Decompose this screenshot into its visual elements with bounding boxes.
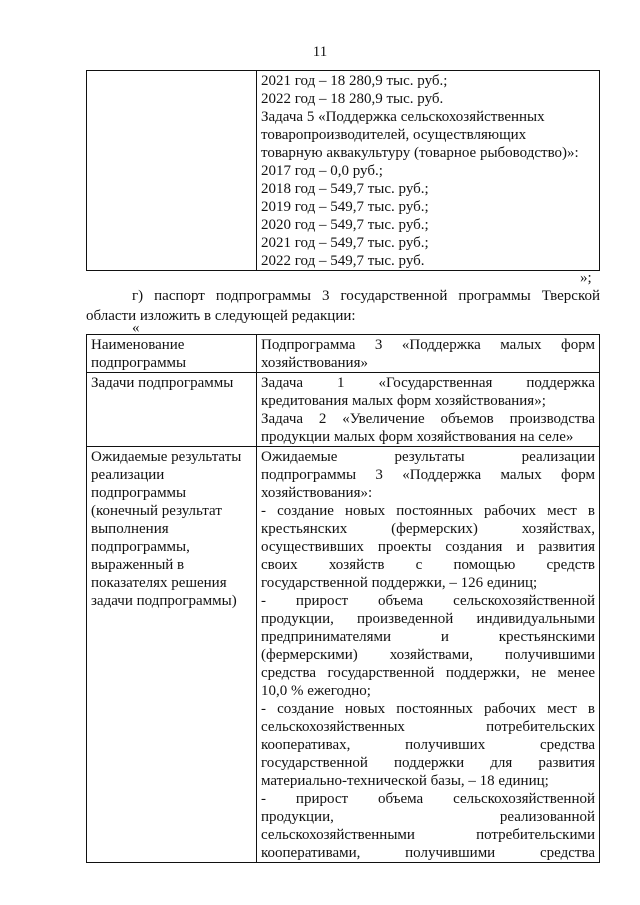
field-value-line: продукции, реализованной [261, 809, 595, 825]
field-value-line: хозяйствования» [261, 355, 368, 371]
field-value-line: хозяйствования»: [261, 485, 373, 501]
field-value-line: крестьянских (фермерских) хозяйствах, [261, 521, 595, 537]
field-value-line: своих хозяйств с помощью средств [261, 557, 595, 573]
table-row [87, 71, 600, 271]
field-name-line: реализации [91, 467, 165, 483]
field-value-line: Ожидаемые результаты реализации [261, 449, 595, 465]
field-name-cell [87, 335, 257, 373]
field-value-cell [257, 373, 600, 447]
funding-line: 2017 год – 0,0 руб.; [261, 163, 383, 179]
table-row [87, 373, 600, 447]
field-value-line: осуществивших проекты создания и развития [261, 539, 595, 555]
funding-line: 2018 год – 549,7 тыс. руб.; [261, 181, 429, 197]
amendment-paragraph [86, 286, 600, 326]
field-name-line: выполнения [91, 521, 169, 537]
field-name-line: Наименование [91, 337, 185, 353]
field-value-line: государственной поддержки, – 126 единиц; [261, 575, 538, 591]
field-name-line: подпрограммы [91, 355, 187, 371]
table-cell-empty [87, 71, 257, 271]
field-name-cell [87, 373, 257, 447]
field-value-line: подпрограммы 3 «Поддержка малых форм [261, 467, 595, 483]
funding-line: 2021 год – 18 280,9 тыс. руб.; [261, 73, 448, 89]
field-value-line: кооперативами, получившими средства [261, 845, 595, 861]
funding-line: товаропроизводителей, осуществляющих [261, 127, 527, 143]
opening-quote-mark: « [132, 320, 140, 336]
field-value-line: предпринимателями и крестьянскими [261, 629, 595, 645]
field-value-line: Задача 1 «Государственная поддержка [261, 375, 595, 391]
field-value-line: - создание новых постоянных рабочих мест в [261, 503, 595, 519]
field-value-line: - прирост объема сельскохозяйственной [261, 791, 595, 807]
field-value-line: (фермерскими) хозяйствами, получившими [261, 647, 595, 663]
funding-line: 2020 год – 549,7 тыс. руб.; [261, 217, 429, 233]
field-value-line: сельскохозяйственными потребительскими [261, 827, 595, 843]
funding-line: Задача 5 «Поддержка сельскохозяйственных [261, 109, 545, 125]
field-value-cell [257, 335, 600, 373]
field-name-line: (конечный результат [91, 503, 222, 519]
field-value-line: продукции малых форм хозяйствования на селе» [261, 429, 574, 445]
table-row [87, 335, 600, 373]
field-value-line: Задача 2 «Увеличение объемов производства [261, 411, 595, 427]
funding-lines [261, 72, 595, 270]
field-value-line: продукции, произведенной индивидуальными [261, 611, 595, 627]
field-value-line: - создание новых постоянных рабочих мест в [261, 701, 595, 717]
funding-line: 2019 год – 549,7 тыс. руб.; [261, 199, 429, 215]
funding-line: товарную аквакультуру (товарное рыбоводство)»: [261, 145, 579, 161]
field-name-line: задачи подпрограммы) [91, 593, 237, 609]
field-value-line: - прирост объема сельскохозяйственной [261, 593, 595, 609]
paragraph-line: г) паспорт подпрограммы 3 государственной программы Тверской [132, 288, 600, 304]
funding-line: 2021 год – 549,7 тыс. руб.; [261, 235, 429, 251]
table-row [87, 447, 600, 863]
field-value-line: государственной поддержки для развития [261, 755, 595, 771]
field-value-line: материально-технической базы, – 18 единиц; [261, 773, 549, 789]
field-name-line: подпрограммы [91, 485, 187, 501]
field-value-line: кредитования малых форм хозяйствования»; [261, 393, 546, 409]
budget-table-continuation [86, 70, 600, 271]
closing-quote-mark: »; [580, 270, 592, 286]
field-value-line: сельскохозяйственных потребительских [261, 719, 595, 735]
funding-line: 2022 год – 549,7 тыс. руб. [261, 253, 425, 269]
field-name-line: Задачи подпрограммы [91, 375, 234, 391]
field-name-cell [87, 447, 257, 863]
field-value-line: 10,0 % ежегодно; [261, 683, 371, 699]
field-name-line: выраженный в [91, 557, 185, 573]
field-value-line: кооперативах, получивших средства [261, 737, 595, 753]
field-value-line: средства государственной поддержки, не менее [261, 665, 595, 681]
field-value-line: Подпрограмма 3 «Поддержка малых форм [261, 337, 595, 353]
page-number: 11 [312, 44, 328, 60]
field-name-line: показателях решения [91, 575, 227, 591]
field-name-line: подпрограммы, [91, 539, 190, 555]
field-value-cell [257, 447, 600, 863]
field-name-line: Ожидаемые результаты [91, 449, 242, 465]
funding-line: 2022 год – 18 280,9 тыс. руб. [261, 91, 444, 107]
paragraph-line: области изложить в следующей редакции: [86, 308, 356, 324]
table-cell-funding [257, 71, 600, 271]
subprogram-passport-table [86, 334, 600, 863]
